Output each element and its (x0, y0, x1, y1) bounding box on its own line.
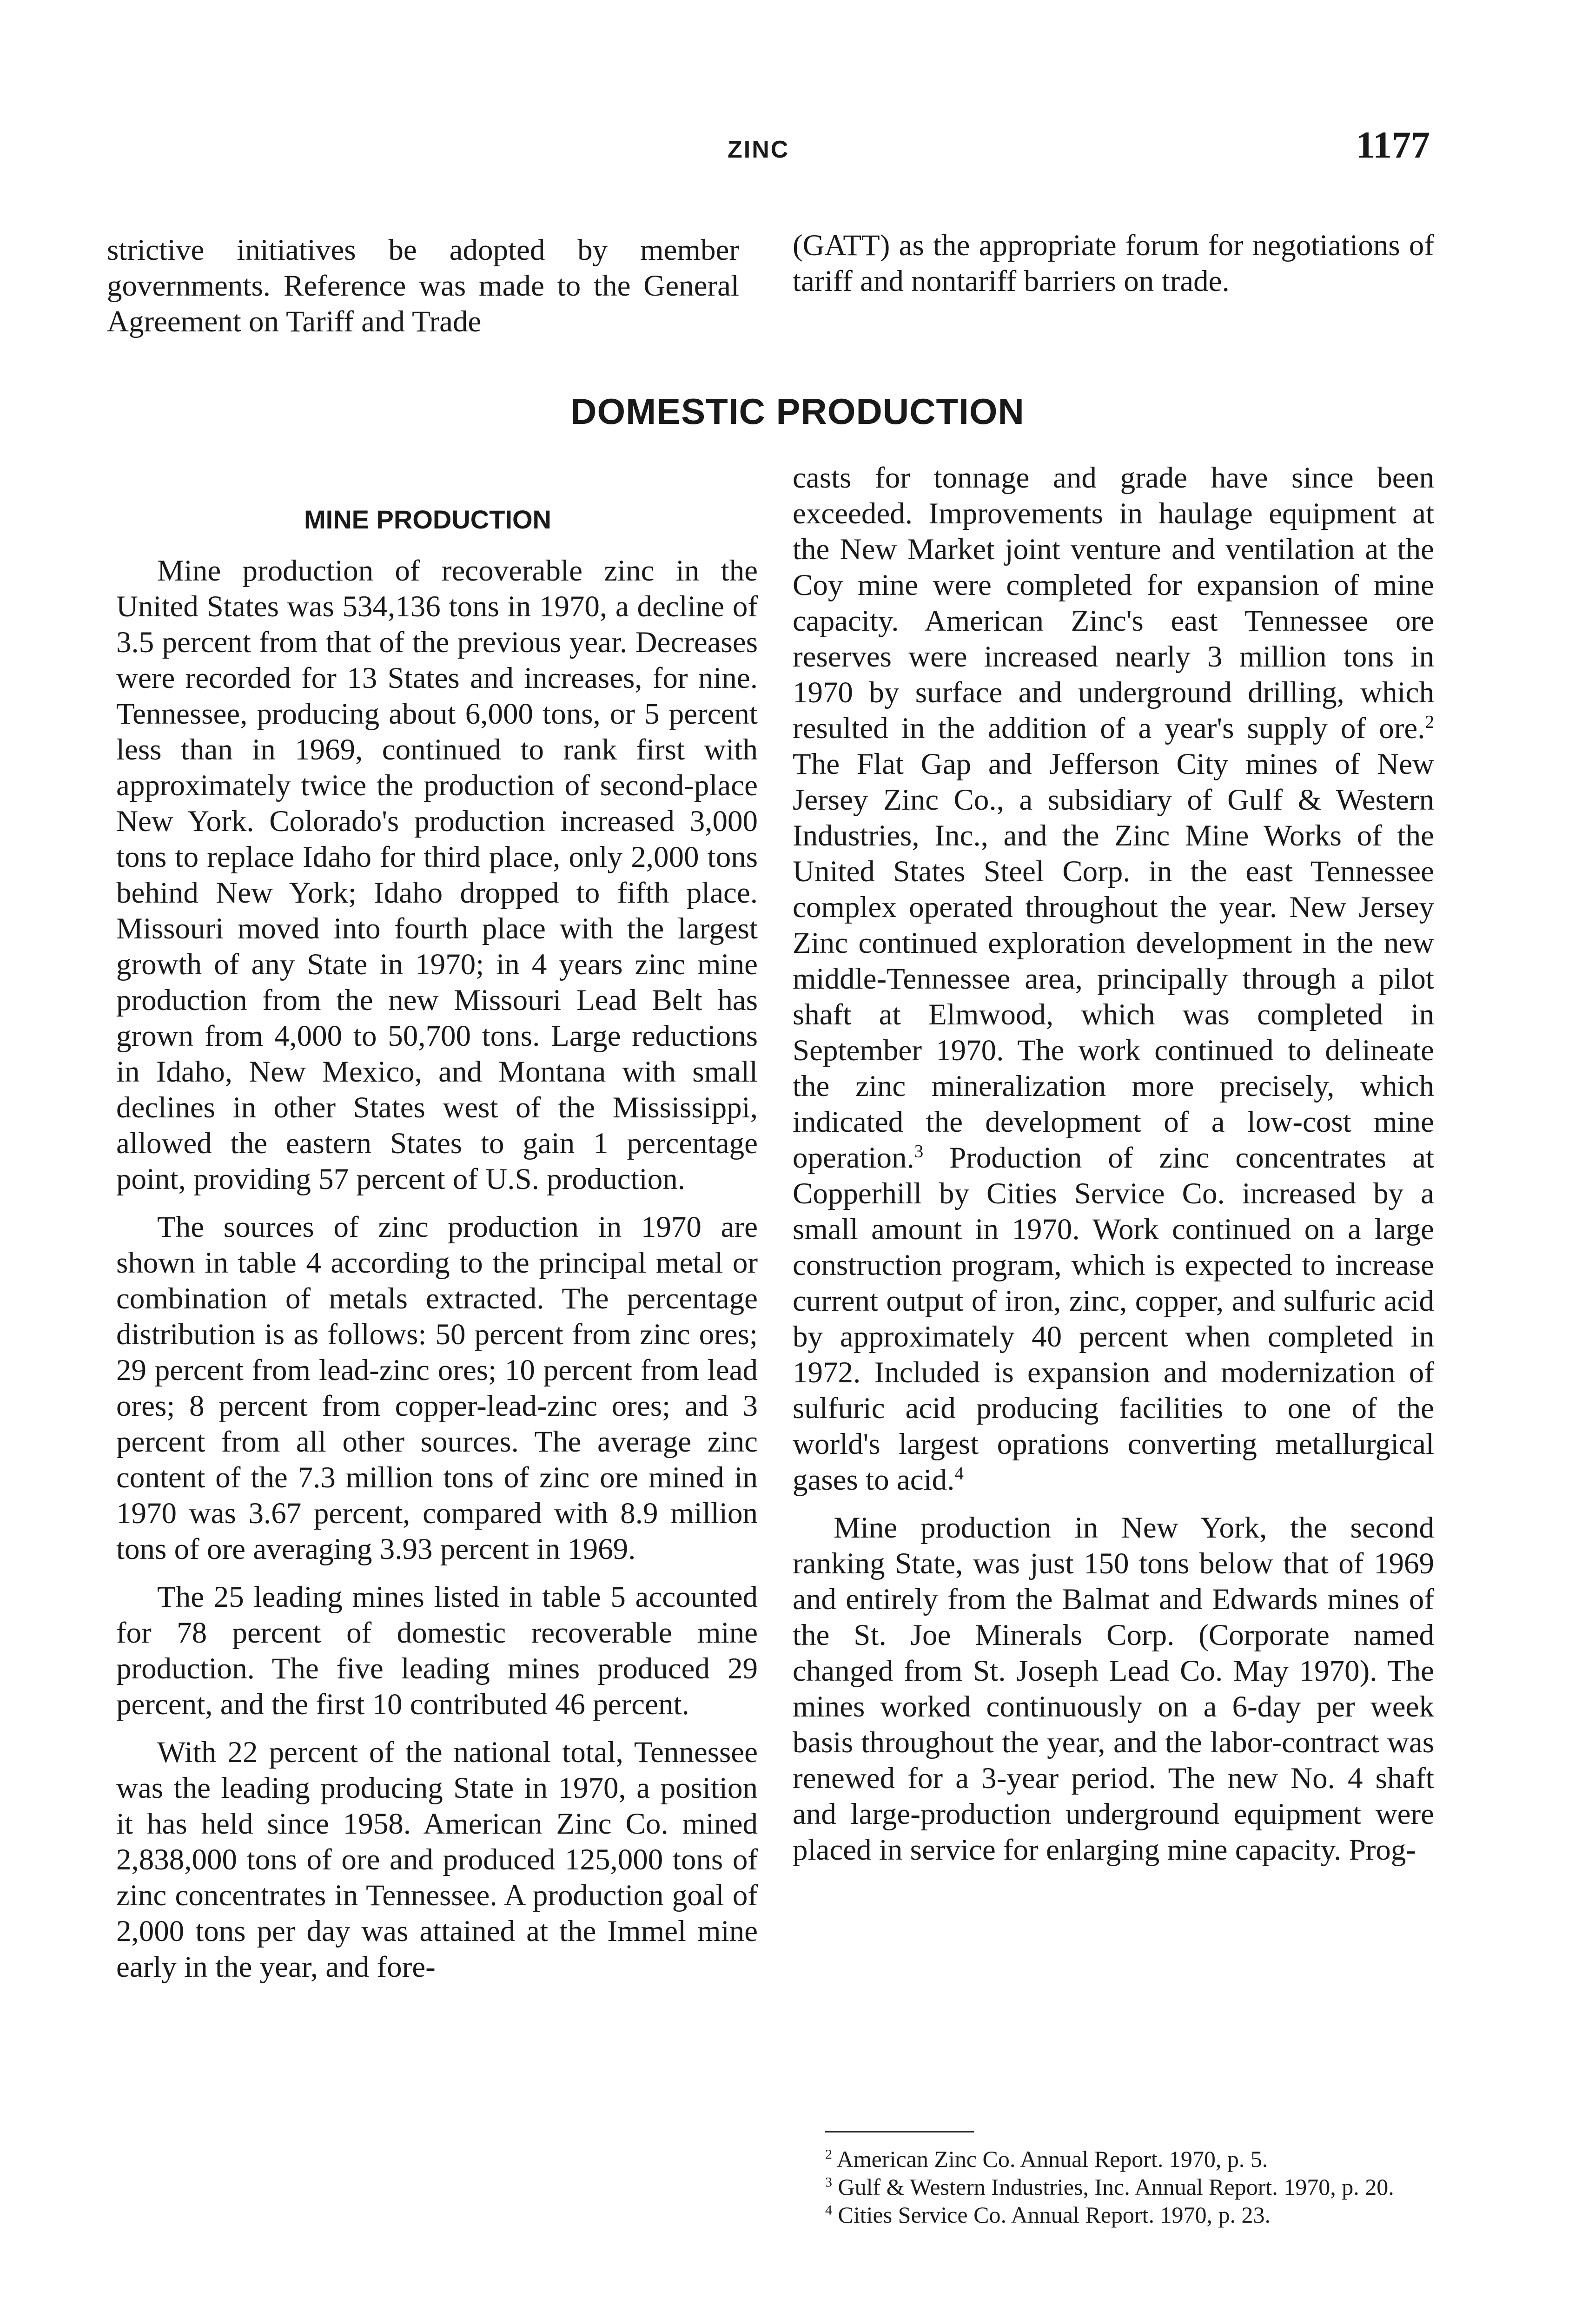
footnote-ref: 2 (1425, 712, 1434, 732)
right-body-column (793, 460, 1434, 1868)
left-body-column (116, 553, 758, 1985)
running-header-title: ZINC (728, 136, 790, 163)
footnote-divider (825, 2131, 974, 2133)
footnote-ref: 3 (914, 1141, 924, 1162)
footnote-text: American Zinc Co. Annual Report. 1970, p. 5. (832, 2146, 1268, 2172)
text-segment: casts for tonnage and grade have since been exceeded. Improvements in haulage equipment at the New Market joint venture and ventilation at the Coy mine were completed for expansion of mine capacity. American Zinc's east Tennessee ore reserves were increased nearly 3 million tons in 1970 by surface and underground drilling, which resulted in the addition of a year's supply of ore. (793, 461, 1434, 745)
subheading-mine-production: MINE PRODUCTION (304, 505, 551, 534)
footnote-text: Gulf & Western Industries, Inc. Annual Report. 1970, p. 20. (832, 2174, 1394, 2200)
footnote-ref: 4 (954, 1463, 964, 1484)
text-segment: Production of zinc concentrates at Copperhill by Cities Service Co. increased by a small amount in 1970. Work continued on a large construction program, which is expected to increase current output of iron, zinc, copper, and sulfuric acid by approximately 40 percent when completed in 1972. Included is expansion and modernization of sulfuric acid producing facilities to one of the world's largest oprations converting metallurgical gases to acid. (793, 1141, 1434, 1497)
footnote (793, 2201, 1434, 2229)
paragraph: The 25 leading mines listed in table 5 accounted for 78 percent of domestic recoverable mine production. The five leading mines produced 29 percent, and the first 10 contributed 46 percent. (116, 1580, 758, 1721)
footnote-number: 4 (825, 2202, 832, 2218)
paragraph: With 22 percent of the national total, Tennessee was the leading producing State in 1970, a position it has held since 1958. American Zinc Co. mined 2,838,000 tons of ore and produced 125,000 tons of zinc concentrates in Tennessee. A production goal of 2,000 tons per day was attained at the Immel mine early in the year, and fore- (116, 1736, 758, 1984)
footnote-text: Cities Service Co. Annual Report. 1970, p. 23. (832, 2202, 1271, 2228)
paragraph: The sources of zinc production in 1970 are shown in table 4 according to the principal metal or combination of metals extracted. The percentage distribution is as follows: 50 percent from zinc ores; 29 percent from lead-zinc ores; 10 percent from lead ores; 8 percent from copper-lead-zinc ores; and 3 percent from all other sources. The average zinc content of the 7.3 million tons of zinc ore mined in 1970 was 3.67 percent, compared with 8.9 million tons of ore averaging 3.93 percent in 1969. (116, 1210, 758, 1566)
intro-right-text: (GATT) as the appropriate forum for negotiations of tariff and nontariff barriers on trade. (793, 229, 1434, 298)
paragraph: Mine production in New York, the second ranking State, was just 150 tons below that of 1969 and entirely from the Balmat and Edwards mines of the St. Joe Minerals Corp. (Corporate named changed from St. Joseph Lead Co. May 1970). The mines worked continuously on a 6-day per week basis throughout the year, and the labor-contract was renewed for a 3-year period. The new No. 4 shaft and large-production underground equipment were placed in service for enlarging mine capacity. Prog- (793, 1511, 1434, 1867)
footnotes (793, 2145, 1434, 2229)
footnote-number: 2 (825, 2146, 832, 2162)
paragraph (793, 460, 1434, 1498)
page-number: 1177 (1356, 124, 1430, 166)
footnote (793, 2145, 1434, 2173)
paragraph: Mine production of recoverable zinc in the United States was 534,136 tons in 1970, a decline of 3.5 percent from that of the previous year. Decreases were recorded for 13 States and increases, for nine. Tennessee, producing about 6,000 tons, or 5 percent less than in 1969, continued to rank first with approximately twice the production of second-place New York. Colorado's production increased 3,000 tons to replace Idaho for third place, only 2,000 tons behind New York; Idaho dropped to fifth place. Missouri moved into fourth place with the largest growth of any State in 1970; in 4 years zinc mine production from the new Missouri Lead Belt has grown from 4,000 to 50,700 tons. Large reductions in Idaho, New Mexico, and Montana with small declines in other States west of the Mississippi, allowed the eastern States to gain 1 percentage point, providing 57 percent of U.S. production. (116, 554, 758, 1196)
intro-left-text: strictive initiatives be adopted by member governments. Reference was made to the General Agreement on Tariff and Trade (107, 233, 739, 338)
footnote (793, 2173, 1434, 2201)
intro-left-column (107, 232, 739, 340)
intro-right-column (793, 228, 1434, 299)
section-heading: DOMESTIC PRODUCTION (570, 391, 1025, 432)
footnote-number: 3 (825, 2174, 832, 2190)
text-segment: The Flat Gap and Jefferson City mines of New Jersey Zinc Co., a subsidiary of Gulf & Western Industries, Inc., and the Zinc Mine Works of the United States Steel Corp. in the east Tennessee complex operated throughout the year. New Jersey Zinc continued exploration development in the new middle-Tennessee area, principally through a pilot shaft at Elmwood, which was completed in September 1970. The work continued to delineate the zinc mineralization more precisely, which indicated the development of a low-cost mine operation. (793, 747, 1434, 1175)
